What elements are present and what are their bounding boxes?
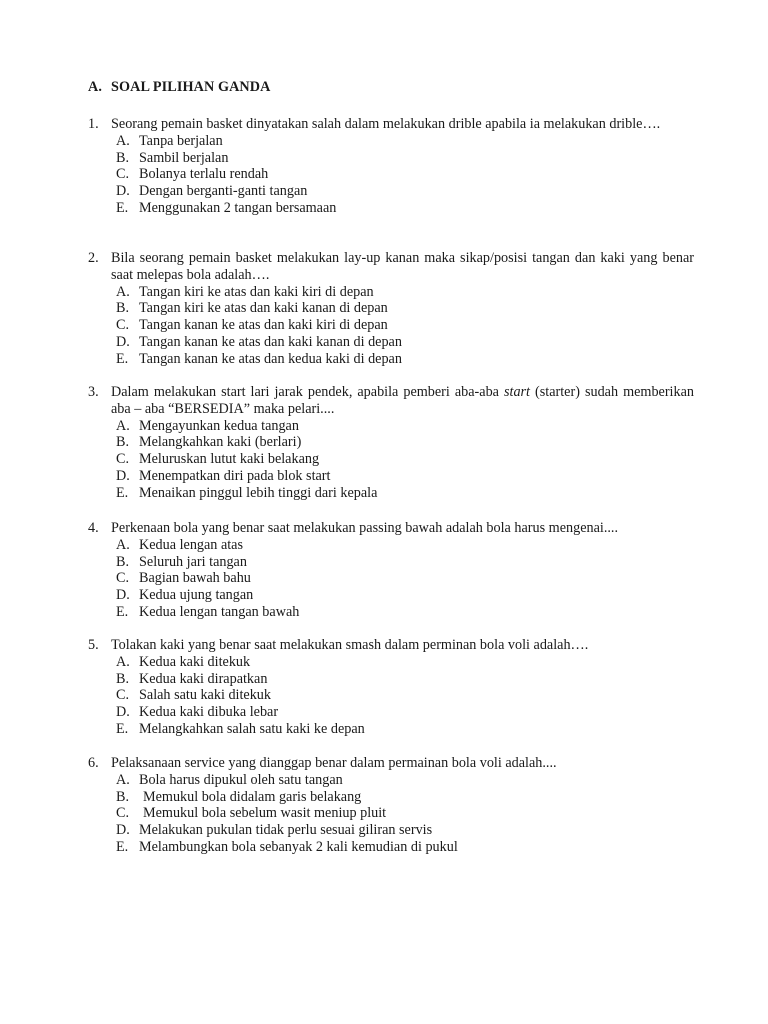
question-stem (88, 384, 694, 418)
option-letter: B. (116, 149, 130, 166)
option-text: Meluruskan lutut kaki belakang (139, 451, 320, 468)
option-letter: A. (116, 283, 130, 300)
option-text: Kedua ujung tangan (139, 587, 254, 604)
section-letter: A. (88, 79, 102, 95)
option-d (88, 822, 694, 839)
question-text-part: Dalam melakukan start lari jarak pendek, apabila pemberi aba-aba (111, 384, 504, 400)
option-b (88, 300, 694, 317)
option-text: Menempatkan diri pada blok start (139, 467, 331, 484)
option-text: Tangan kanan ke atas dan kaki kanan di depan (139, 333, 402, 350)
question-stem (88, 637, 694, 654)
option-letter: E. (116, 603, 129, 620)
option-letter: B. (116, 553, 130, 570)
option-b (88, 789, 694, 806)
option-d (88, 704, 694, 721)
option-c (88, 570, 694, 587)
option-text: Bagian bawah bahu (139, 570, 251, 587)
option-list (88, 654, 694, 738)
question-number: 3. (88, 384, 99, 400)
option-list (88, 772, 694, 856)
question-text-italic: start (503, 384, 531, 400)
option-text: Memukul bola sebelum wasit meniup pluit (143, 805, 387, 822)
question-number: 6. (88, 755, 99, 771)
option-letter: B. (116, 788, 130, 805)
option-b (88, 554, 694, 571)
option-text: Tangan kiri ke atas dan kaki kiri di depan (139, 283, 374, 300)
option-text: Melangkahkan kaki (berlari) (139, 434, 302, 451)
option-letter: D. (116, 333, 130, 350)
option-letter: C. (116, 805, 130, 822)
question-text-part: (starter) sudah memberikan aba – aba “BERSEDIA” maka pelari.... (111, 384, 694, 417)
question-4 (88, 520, 694, 621)
option-letter: C. (116, 570, 130, 587)
option-text: Seluruh jari tangan (139, 553, 247, 570)
option-c (88, 805, 694, 822)
option-e (88, 604, 694, 621)
option-text: Salah satu kaki ditekuk (139, 687, 271, 704)
option-text: Dengan berganti-ganti tangan (139, 183, 308, 200)
option-text: Kedua kaki dirapatkan (139, 670, 268, 687)
option-letter: E. (116, 484, 129, 501)
option-letter: E. (116, 350, 129, 367)
question-5 (88, 637, 694, 738)
question-text (111, 384, 694, 418)
option-c (88, 166, 694, 183)
option-letter: C. (116, 687, 130, 704)
option-list (88, 418, 694, 502)
question-stem (88, 250, 694, 284)
section-title-text: SOAL PILIHAN GANDA (111, 79, 271, 95)
question-2 (88, 250, 694, 368)
option-list (88, 537, 694, 621)
option-letter: C. (116, 317, 130, 334)
section-title (88, 79, 270, 96)
option-d (88, 468, 694, 485)
option-letter: D. (116, 183, 130, 200)
question-text: Seorang pemain basket dinyatakan salah dalam melakukan drible apabila ia melakukan drible…. (111, 116, 661, 132)
option-text: Mengayunkan kedua tangan (139, 417, 299, 434)
option-a (88, 772, 694, 789)
option-c (88, 317, 694, 334)
question-stem (88, 520, 694, 537)
option-c (88, 451, 694, 468)
option-e (88, 721, 694, 738)
option-letter: A. (116, 771, 130, 788)
option-letter: E. (116, 720, 129, 737)
question-number: 1. (88, 116, 99, 132)
option-e (88, 839, 694, 856)
option-letter: B. (116, 670, 130, 687)
option-d (88, 183, 694, 200)
option-b (88, 671, 694, 688)
option-letter: E. (116, 838, 129, 855)
option-letter: B. (116, 300, 130, 317)
option-list (88, 284, 694, 368)
option-text: Kedua kaki dibuka lebar (139, 704, 279, 721)
option-text: Bolanya terlalu rendah (139, 166, 269, 183)
option-letter: C. (116, 451, 130, 468)
option-text: Menaikan pinggul lebih tinggi dari kepala (139, 484, 378, 501)
question-text: Pelaksanaan service yang dianggap benar dalam permainan bola voli adalah.... (111, 755, 557, 771)
option-text: Kedua lengan tangan bawah (139, 603, 300, 620)
question-1 (88, 116, 694, 217)
option-text: Tangan kanan ke atas dan kaki kiri di depan (139, 317, 388, 334)
option-text: Kedua kaki ditekuk (139, 653, 251, 670)
question-number: 5. (88, 637, 99, 653)
option-text: Tangan kiri ke atas dan kaki kanan di depan (139, 300, 388, 317)
option-text: Tanpa berjalan (139, 132, 223, 149)
option-text: Bola harus dipukul oleh satu tangan (139, 771, 343, 788)
question-stem (88, 116, 694, 133)
question-3 (88, 384, 694, 502)
option-letter: A. (116, 132, 130, 149)
option-letter: A. (116, 653, 130, 670)
option-text: Melakukan pukulan tidak perlu sesuai giliran servis (139, 822, 433, 839)
option-text: Memukul bola didalam garis belakang (143, 788, 362, 805)
option-letter: D. (116, 822, 130, 839)
option-letter: A. (116, 417, 130, 434)
option-letter: D. (116, 704, 130, 721)
question-6 (88, 755, 694, 856)
option-letter: D. (116, 587, 130, 604)
option-text: Melangkahkan salah satu kaki ke depan (139, 720, 365, 737)
option-d (88, 587, 694, 604)
option-letter: B. (116, 434, 130, 451)
question-text: Tolakan kaki yang benar saat melakukan smash dalam perminan bola voli adalah…. (111, 637, 589, 653)
option-text: Kedua lengan atas (139, 536, 243, 553)
option-a (88, 654, 694, 671)
question-number: 4. (88, 520, 99, 536)
option-letter: A. (116, 536, 130, 553)
question-stem (88, 755, 694, 772)
option-a (88, 284, 694, 301)
option-a (88, 133, 694, 150)
question-text: Perkenaan bola yang benar saat melakukan passing bawah adalah bola harus mengenai.... (111, 520, 619, 536)
option-b (88, 150, 694, 167)
option-list (88, 133, 694, 217)
option-e (88, 200, 694, 217)
question-text: Bila seorang pemain basket melakukan lay-up kanan maka sikap/posisi tangan dan kaki yang benar saat melepas bola adalah…. (111, 250, 694, 283)
option-text: Tangan kanan ke atas dan kedua kaki di depan (139, 350, 402, 367)
option-letter: E. (116, 199, 129, 216)
option-e (88, 351, 694, 368)
option-e (88, 485, 694, 502)
option-d (88, 334, 694, 351)
option-b (88, 434, 694, 451)
option-text: Menggunakan 2 tangan bersamaan (139, 199, 337, 216)
question-number: 2. (88, 250, 99, 266)
option-text: Sambil berjalan (139, 149, 229, 166)
option-c (88, 687, 694, 704)
option-letter: C. (116, 166, 130, 183)
option-text: Melambungkan bola sebanyak 2 kali kemudian di pukul (139, 838, 458, 855)
option-letter: D. (116, 467, 130, 484)
option-a (88, 537, 694, 554)
option-a (88, 418, 694, 435)
